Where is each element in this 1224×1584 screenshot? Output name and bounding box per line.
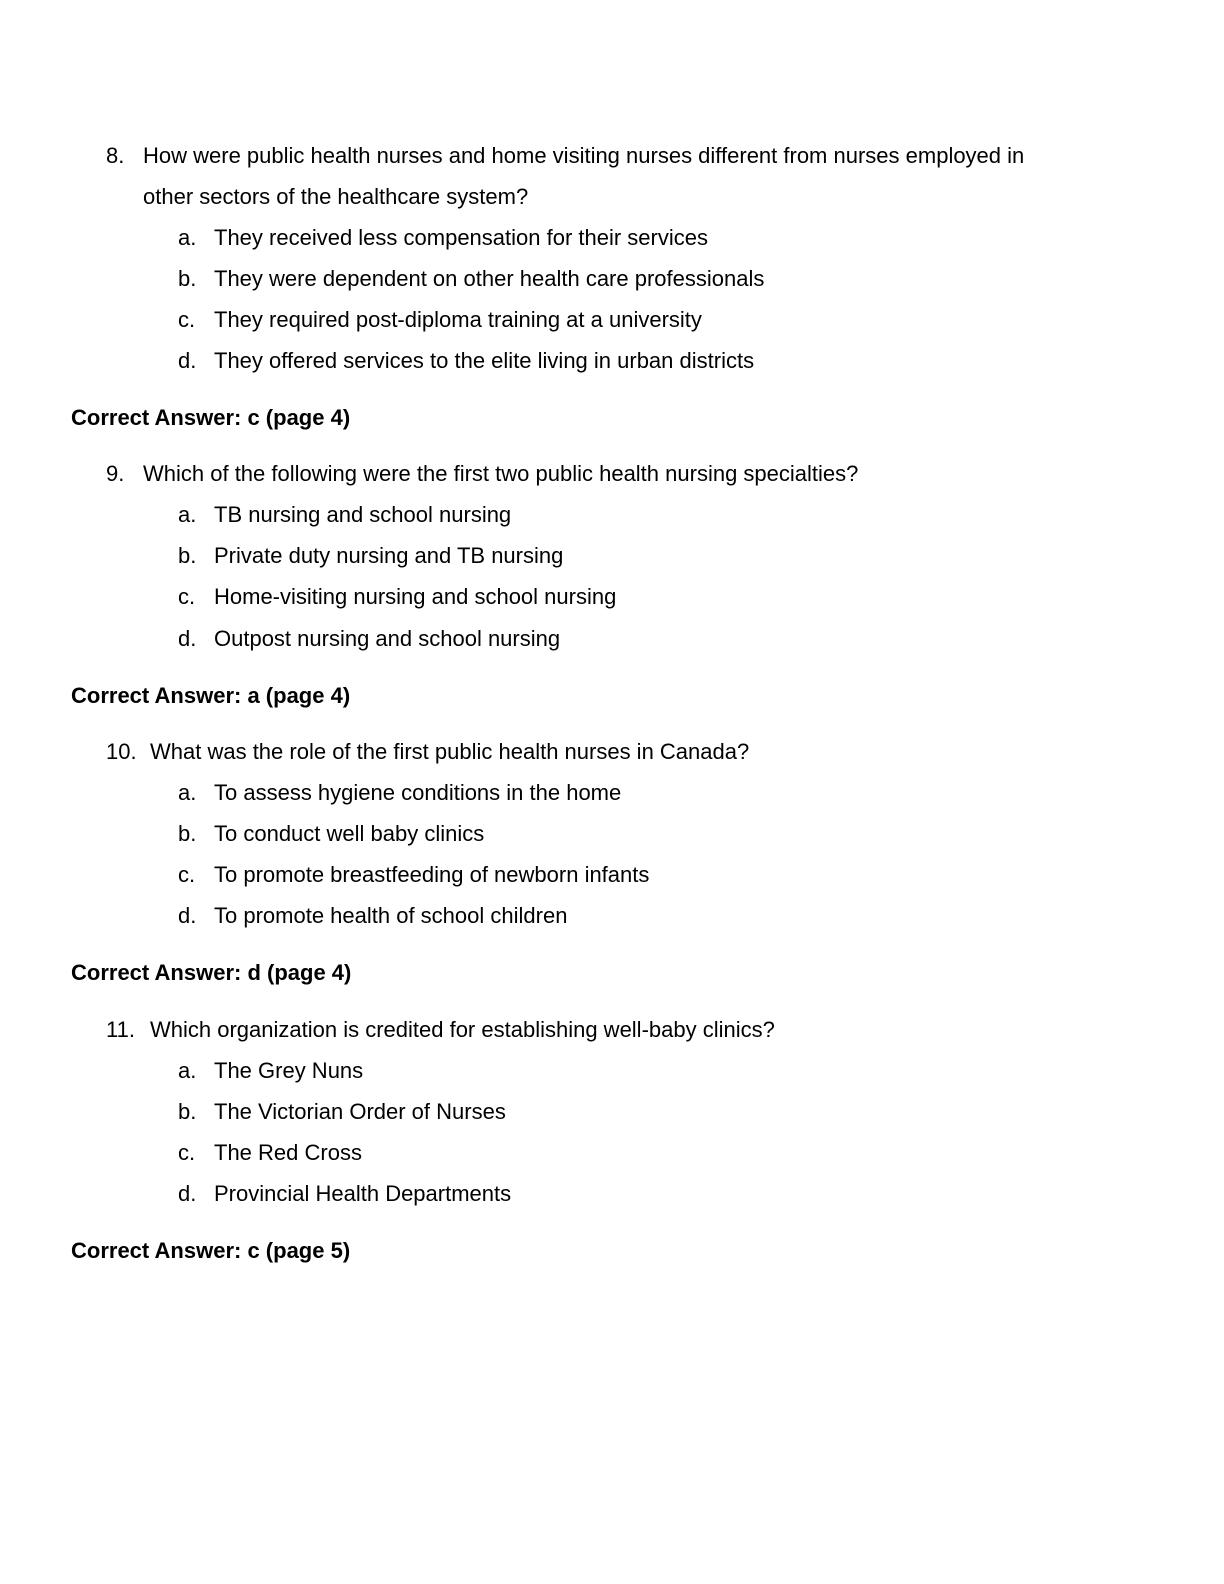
option-text: The Victorian Order of Nurses [214, 1099, 506, 1124]
question-8-option-c [0, 305, 1224, 335]
question-9-option-c [0, 582, 1224, 612]
option-letter: c. [178, 307, 196, 332]
question-10-correct-answer: Correct Answer: d (page 4) [71, 960, 352, 985]
question-9-option-d [0, 624, 1224, 654]
option-letter: a. [178, 780, 197, 805]
option-text: Private duty nursing and TB nursing [214, 543, 564, 568]
option-letter: d. [178, 626, 197, 651]
option-text: TB nursing and school nursing [214, 502, 512, 527]
option-text: They were dependent on other health care professionals [214, 266, 765, 291]
question-8-option-d [0, 346, 1224, 376]
option-text: To conduct well baby clinics [214, 821, 485, 846]
question-text: Which of the following were the first two public health nursing specialties? [143, 461, 859, 486]
question-number: 8. [106, 143, 125, 168]
option-text: To assess hygiene conditions in the home [214, 780, 622, 805]
question-11-correct-answer: Correct Answer: c (page 5) [71, 1238, 351, 1263]
question-text: What was the role of the first public health nurses in Canada? [150, 739, 750, 764]
option-text: To promote breastfeeding of newborn infants [214, 862, 650, 887]
question-11-line-1 [0, 1015, 1224, 1045]
option-text: To promote health of school children [214, 903, 568, 928]
option-text: They required post-diploma training at a university [214, 307, 702, 332]
question-10-option-d [0, 901, 1224, 931]
option-letter: b. [178, 266, 197, 291]
option-letter: d. [178, 1181, 197, 1206]
question-10-option-b [0, 819, 1224, 849]
option-text: Outpost nursing and school nursing [214, 626, 561, 651]
option-letter: b. [178, 543, 197, 568]
question-text: How were public health nurses and home visiting nurses different from nurses employed in [143, 143, 1025, 168]
question-8-line-1 [0, 141, 1224, 171]
question-text-continued: other sectors of the healthcare system? [143, 184, 529, 209]
option-letter: b. [178, 821, 197, 846]
question-11-option-b [0, 1097, 1224, 1127]
question-11-option-d [0, 1179, 1224, 1209]
question-9-option-b [0, 541, 1224, 571]
question-11-option-a [0, 1056, 1224, 1086]
option-letter: b. [178, 1099, 197, 1124]
question-number: 10. [106, 739, 137, 764]
question-number: 11. [106, 1017, 135, 1042]
question-8-correct-answer: Correct Answer: c (page 4) [71, 405, 351, 430]
option-letter: a. [178, 1058, 197, 1083]
option-letter: d. [178, 348, 197, 373]
option-text: Home-visiting nursing and school nursing [214, 584, 617, 609]
question-9-correct-answer: Correct Answer: a (page 4) [71, 683, 351, 708]
question-10-line-1 [0, 737, 1224, 767]
option-text: The Grey Nuns [214, 1058, 364, 1083]
option-text: They offered services to the elite living in urban districts [214, 348, 755, 373]
option-letter: c. [178, 862, 196, 887]
question-11-option-c [0, 1138, 1224, 1168]
question-8-option-b [0, 264, 1224, 294]
question-10-option-a [0, 778, 1224, 808]
option-letter: a. [178, 225, 197, 250]
option-text: They received less compensation for their services [214, 225, 708, 250]
question-text: Which organization is credited for establishing well-baby clinics? [150, 1017, 775, 1042]
option-letter: c. [178, 584, 196, 609]
option-text: The Red Cross [214, 1140, 362, 1165]
option-text: Provincial Health Departments [214, 1181, 512, 1206]
question-8-option-a [0, 223, 1224, 253]
option-letter: a. [178, 502, 197, 527]
question-8-line-2 [0, 182, 1224, 212]
question-9-option-a [0, 500, 1224, 530]
option-letter: d. [178, 903, 197, 928]
question-9-line-1 [0, 459, 1224, 489]
option-letter: c. [178, 1140, 196, 1165]
question-10-option-c [0, 860, 1224, 890]
question-number: 9. [106, 461, 125, 486]
